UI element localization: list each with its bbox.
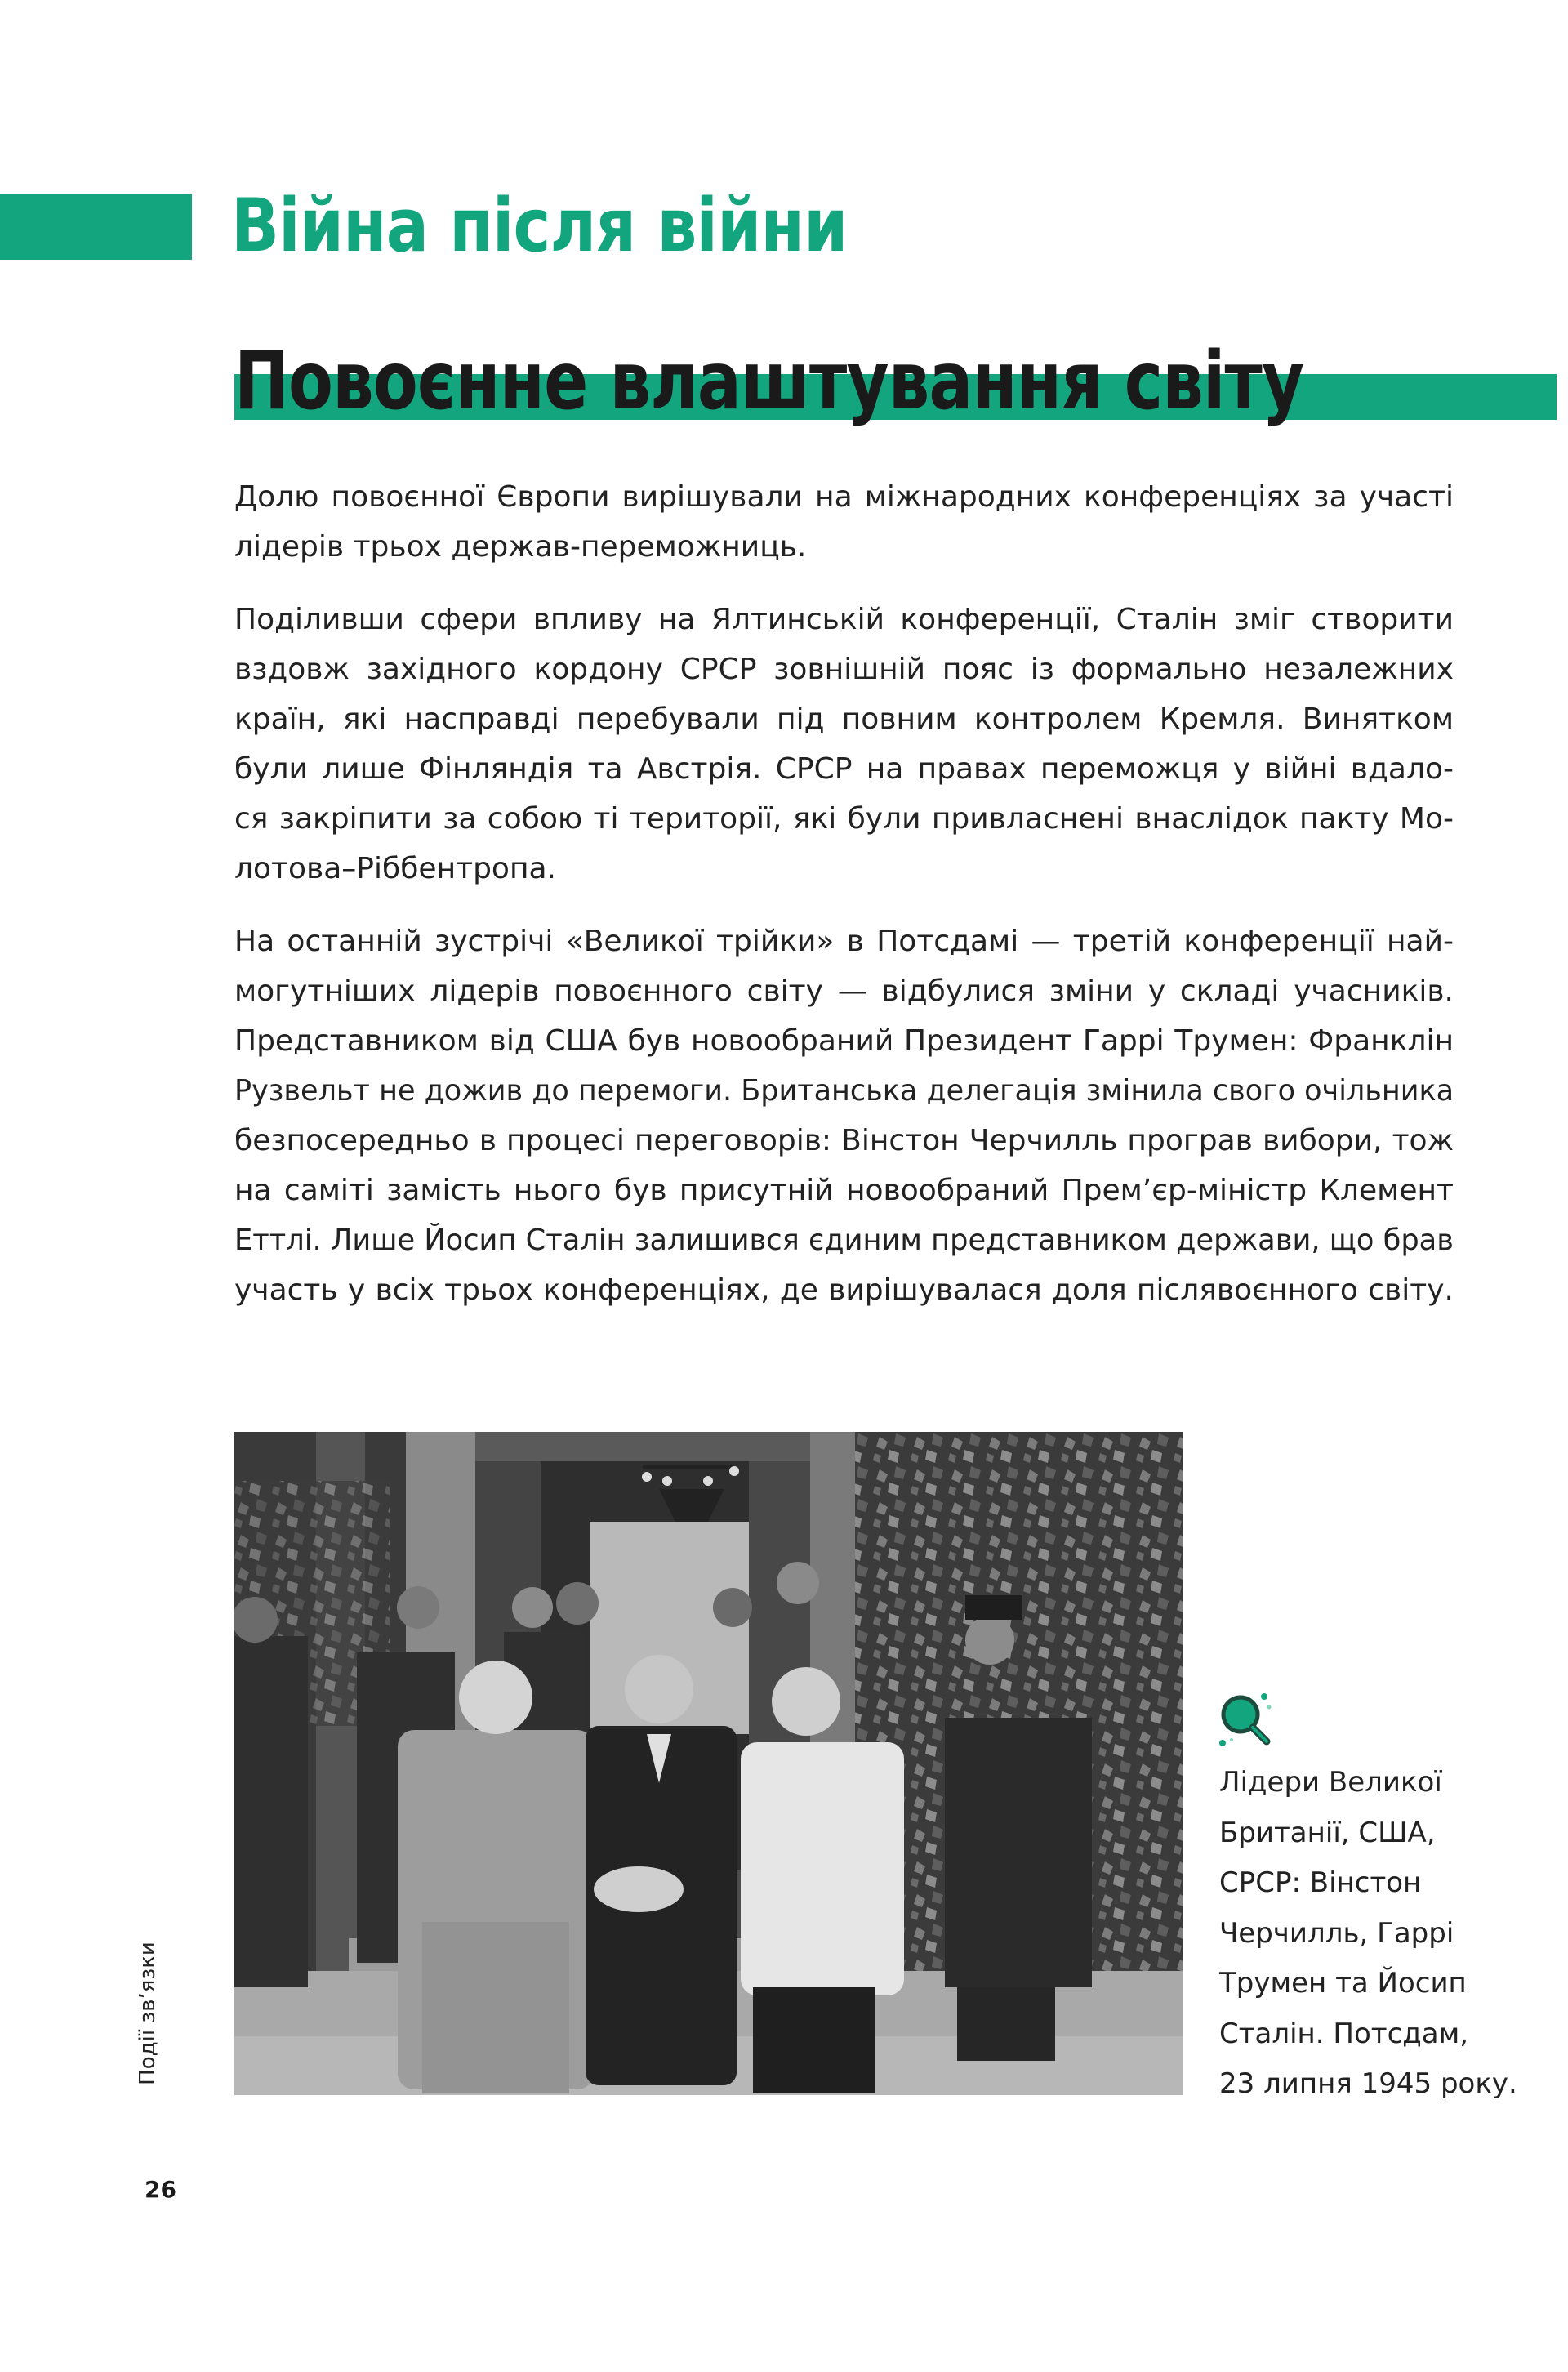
chapter-title: Війна після війни xyxy=(231,183,848,269)
text-line: Поділивши сфери впливу на Ялтинській конференції, Сталін зміг створити xyxy=(234,603,1454,636)
section-title: Повоєнне влаштування світу xyxy=(234,335,1304,428)
magnifier-icon xyxy=(1215,1689,1277,1751)
text-line: могутніших лідерів повоєнного світу — відбулися зміни у складі учасників. xyxy=(234,974,1454,1008)
text-line: участь у всіх трьох конференціях, де вирішувалася доля післявоєнного світу. xyxy=(234,1273,1454,1307)
text-line: Еттлі. Лише Йосип Сталін залишився єдиним представником держави, що брав xyxy=(234,1224,1454,1257)
text-line: були лише Фінляндія та Австрія. СРСР на правах переможця у війні вдало- xyxy=(234,752,1454,786)
text-line: Рузвельт не дожив до перемоги. Британська делегація змінила свого очільника xyxy=(234,1074,1454,1108)
photo-illustration xyxy=(234,1432,1183,2095)
caption-line: Британії, США, xyxy=(1219,1816,1436,1849)
caption-line: 23 липня 1945 року. xyxy=(1219,2067,1517,2100)
text-line: ся закріпити за собою ті території, які були привласнені внаслідок пакту Мо- xyxy=(234,802,1454,836)
text-line: лідерів трьох держав-переможниць. xyxy=(234,530,807,564)
text-line: країн, які насправді перебували під повним контролем Кремля. Винятком xyxy=(234,702,1454,736)
page-number: 26 xyxy=(145,2176,176,2203)
text-line: Представником від США був новообраний Президент Гаррі Трумен: Франклін xyxy=(234,1024,1454,1058)
chapter-accent-bar xyxy=(0,194,192,260)
paragraph-1 xyxy=(234,472,1454,572)
text-line: на саміті замість нього був присутній новообраний Прем’єр-міністр Клемент xyxy=(234,1174,1454,1207)
body-text xyxy=(234,472,1454,1338)
caption-line: СРСР: Вінстон xyxy=(1219,1866,1422,1899)
caption-line: Черчилль, Гаррі xyxy=(1219,1916,1454,1950)
text-line: На останній зустрічі «Великої трійки» в Потсдамі — третій конференції най- xyxy=(234,925,1454,958)
photo-caption xyxy=(1219,1758,1546,2110)
potsdam-photo xyxy=(234,1432,1183,2095)
text-line: вздовж західного кордону СРСР зовнішній пояс із формально незалежних xyxy=(234,653,1454,686)
paragraph-3 xyxy=(234,916,1454,1315)
caption-line: Лідери Великої xyxy=(1219,1766,1442,1799)
paragraph-2 xyxy=(234,595,1454,894)
text-line: Долю повоєнної Європи вирішували на міжнародних конференціях за участі xyxy=(234,480,1454,514)
text-line: лотова–Ріббентропа. xyxy=(234,852,556,885)
running-side-label: Події зв’язки xyxy=(136,1942,160,2085)
text-line: безпосередньо в процесі переговорів: Вінстон Черчилль програв вибори, тож xyxy=(234,1124,1454,1157)
caption-line: Трумен та Йосип xyxy=(1219,1967,1467,2000)
caption-line: Сталін. Потсдам, xyxy=(1219,2017,1469,2050)
